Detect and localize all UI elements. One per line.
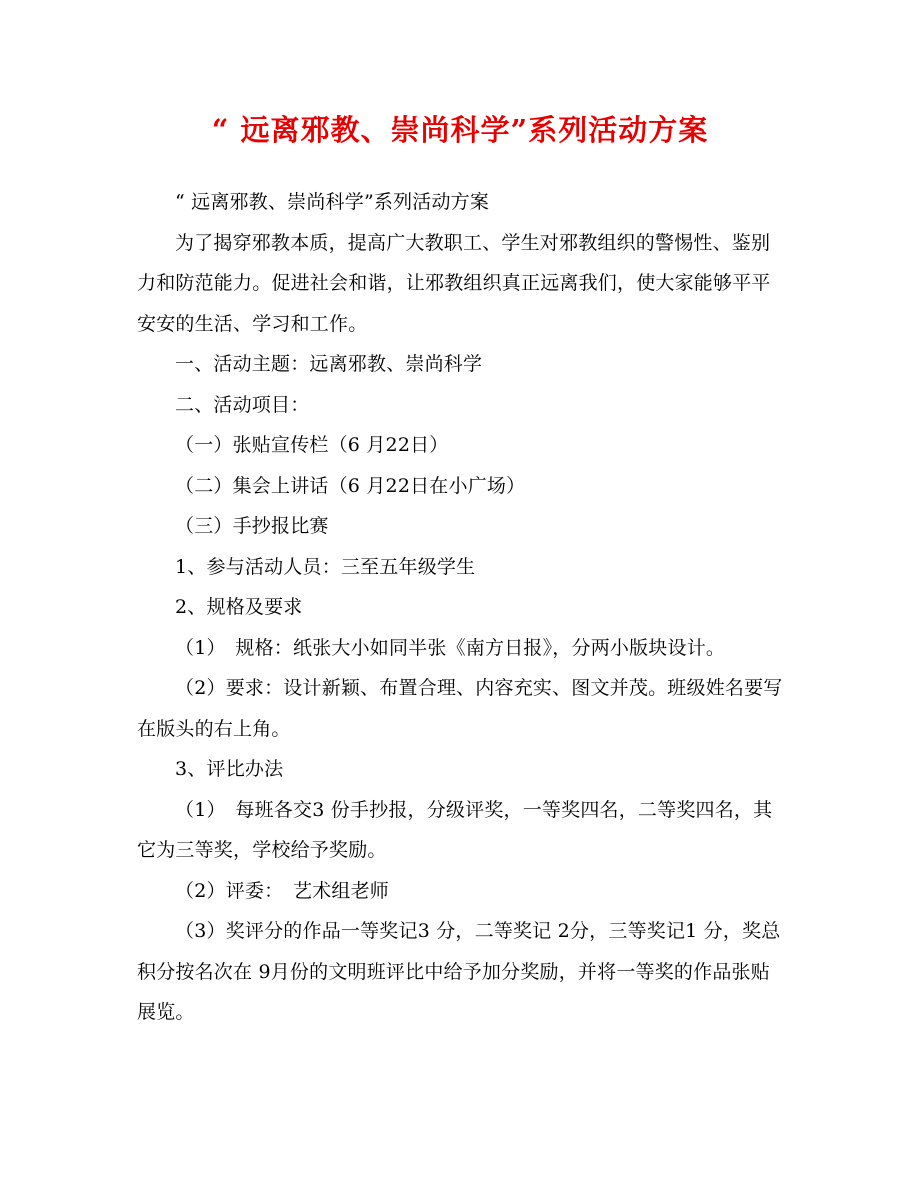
paragraph-judging-1: （1） 每班各交3 份手抄报，分级评奖，一等奖四名，二等奖四名，其它为三等奖，学校给予奖励。 [137,798,773,861]
paragraph-projects-heading: 二、活动项目： [175,393,310,416]
paragraph-judging-2: （2）评委： 艺术组老师 [175,879,389,902]
paragraph-subtitle: “ 远离邪教、崇尚科学”系列活动方案 [175,191,490,213]
paragraph-theme: 一、活动主题：远离邪教、崇尚科学 [175,353,483,375]
paragraph-project-2: （二）集会上讲话（6 月22日在小广场） [175,474,526,497]
document-body [137,182,787,1033]
paragraph-spec-heading: 2、规格及要求 [175,596,303,618]
paragraph-judging-heading: 3、评比办法 [175,758,284,780]
paragraph-spec-1: （1） 规格：纸张大小如同半张《南方日报》，分两小版块设计。 [175,636,726,659]
paragraph-participants: 1、参与活动人员：三至五年级学生 [175,555,476,578]
paragraph-judging-3: （3）奖评分的作品一等奖记3 分，二等奖记 2分，三等奖记1 分，奖总积分按名次在 9月份的文明班评比中给予加分奖励，并将一等奖的作品张贴展览。 [137,920,781,1023]
paragraph-project-1: （一）张贴宣传栏（6 月22日） [175,434,449,456]
paragraph-intro: 为了揭穿邪教本质，提高广大教职工、学生对邪教组织的警惕性、鉴别力和防范能力。促进社会和谐，让邪教组织真正远离我们，使大家能够平平安安的生活、学习和工作。 [137,231,771,335]
paragraph-project-3: （三）手抄报比赛 [175,515,329,537]
document-title: “ 远离邪教、崇尚科学”系列活动方案 [211,113,709,147]
paragraph-spec-2: （2）要求：设计新颖、布置合理、内容充实、图文并茂。班级姓名要写在版头的右上角。 [137,677,783,740]
